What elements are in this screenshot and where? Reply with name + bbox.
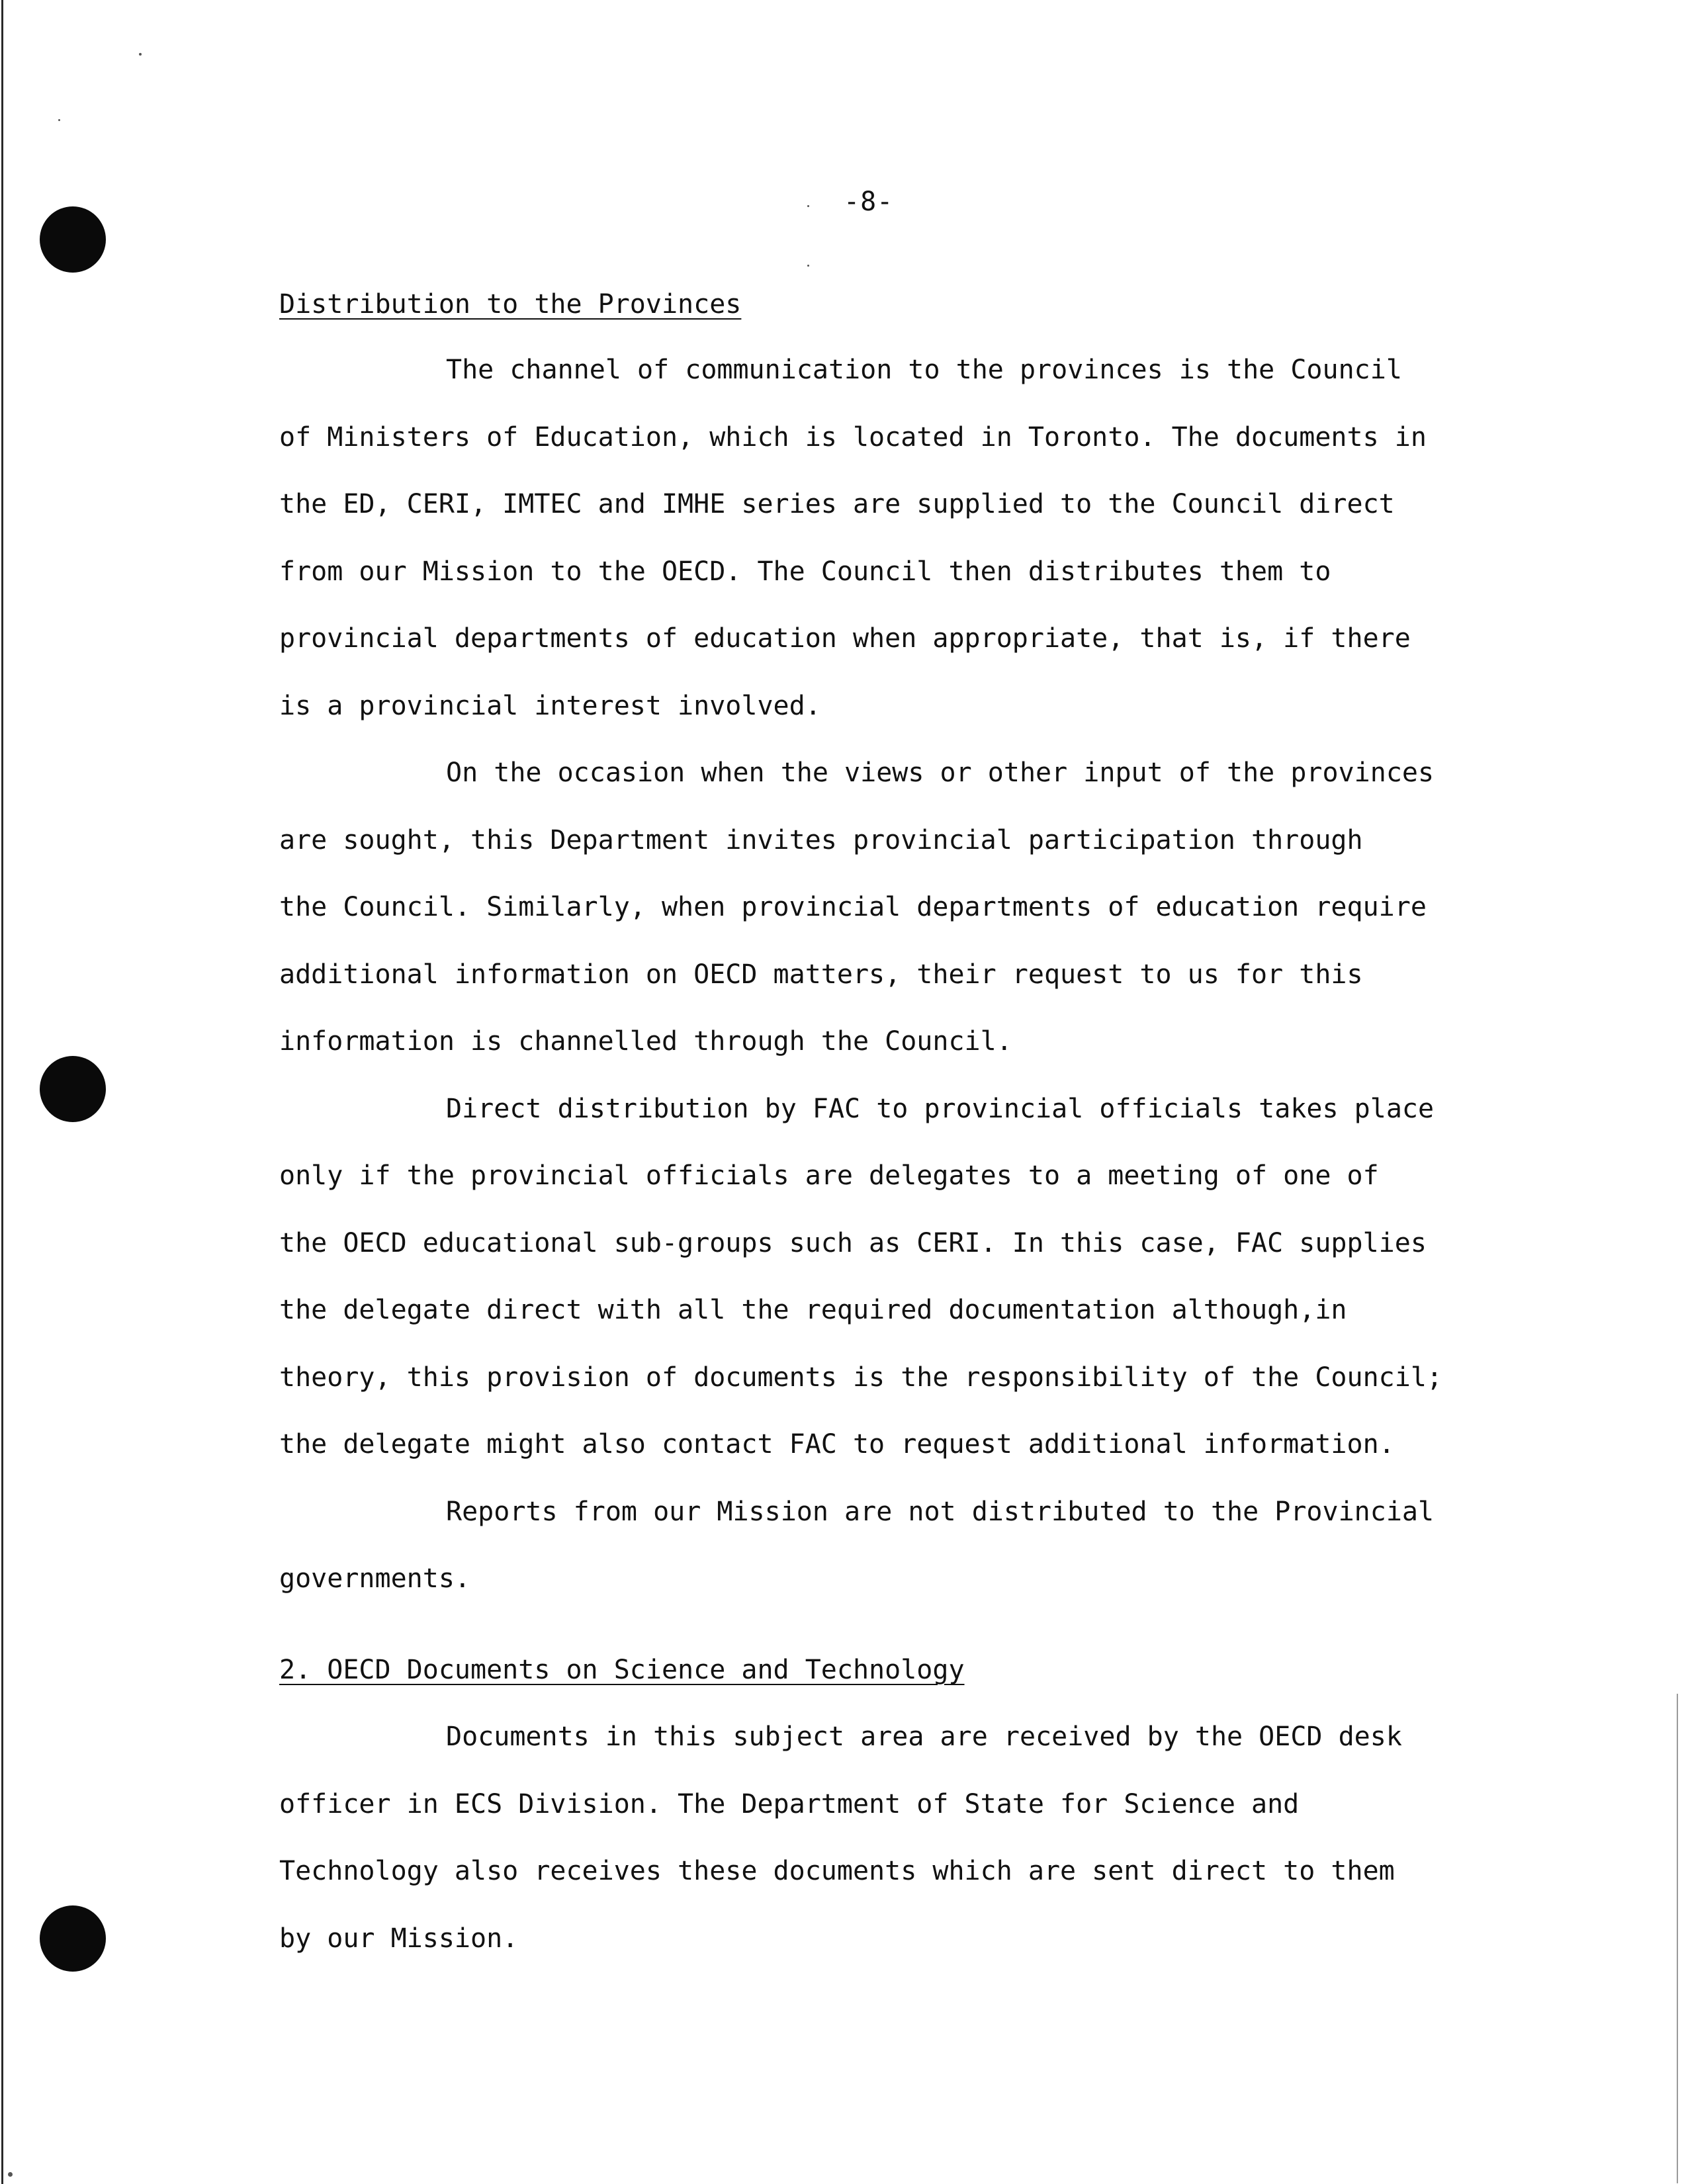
- scan-speck: [58, 119, 60, 121]
- text-line: by our Mission.: [279, 1923, 519, 1954]
- text-line: Documents in this subject area are received by the OECD desk: [446, 1722, 1402, 1752]
- text-line: The channel of communication to the provinces is the Council: [446, 355, 1402, 385]
- text-line: Reports from our Mission are not distributed to the Provincial: [446, 1496, 1435, 1527]
- scan-speck: [807, 265, 809, 267]
- punch-hole-bottom: [40, 1905, 106, 1972]
- text-line: is a provincial interest involved.: [279, 690, 821, 721]
- text-line: are sought, this Department invites provincial participation through: [279, 824, 1363, 855]
- text-line: information is channelled through the Council.: [279, 1026, 1012, 1057]
- text-line: provincial departments of education when appropriate, that is, if there: [279, 623, 1411, 654]
- text-line: the delegate direct with all the required documentation although,in: [279, 1295, 1347, 1325]
- text-line: Technology also receives these documents which are sent direct to them: [279, 1856, 1395, 1886]
- text-line: only if the provincial officials are delegates to a meeting of one of: [279, 1160, 1379, 1191]
- paragraph-science: [279, 1704, 1523, 1972]
- text-line: On the occasion when the views or other input of the provinces: [446, 758, 1435, 788]
- punch-hole-top: [40, 206, 106, 273]
- scan-speck: [807, 205, 809, 207]
- text-line: from our Mission to the OECD. The Council then distributes them to: [279, 556, 1331, 587]
- page-number: -8-: [844, 187, 894, 217]
- section-oecd-science-technology: [279, 1650, 1523, 1690]
- page-left-edge: [1, 0, 3, 2184]
- page-right-edge: [1677, 1694, 1678, 2183]
- text-line: Direct distribution by FAC to provincial officials takes place: [446, 1093, 1435, 1124]
- text-line: the delegate might also contact FAC to request additional information.: [279, 1429, 1395, 1460]
- section-heading: Distribution to the Provinces: [279, 289, 742, 320]
- paragraph-1: [279, 337, 1523, 1613]
- text-line: of Ministers of Education, which is located in Toronto. The documents in: [279, 421, 1427, 453]
- text-line: governments.: [279, 1563, 470, 1594]
- text-line: additional information on OECD matters, their request to us for this: [279, 959, 1363, 990]
- text-line: the OECD educational sub-groups such as CERI. In this case, FAC supplies: [279, 1227, 1427, 1258]
- scan-speck: [139, 53, 142, 56]
- section-heading: 2. OECD Documents on Science and Technology: [279, 1655, 965, 1685]
- text-line: theory, this provision of documents is the responsibility of the Council;: [279, 1362, 1442, 1393]
- text-line: the ED, CERI, IMTEC and IMHE series are supplied to the Council direct: [279, 489, 1395, 519]
- scan-speck: [8, 2172, 13, 2177]
- text-line: officer in ECS Division. The Department of State for Science and: [279, 1788, 1300, 1819]
- punch-hole-middle: [40, 1056, 106, 1122]
- text-line: the Council. Similarly, when provincial departments of education require: [279, 892, 1427, 922]
- section-distribution-to-provinces: [279, 284, 1523, 324]
